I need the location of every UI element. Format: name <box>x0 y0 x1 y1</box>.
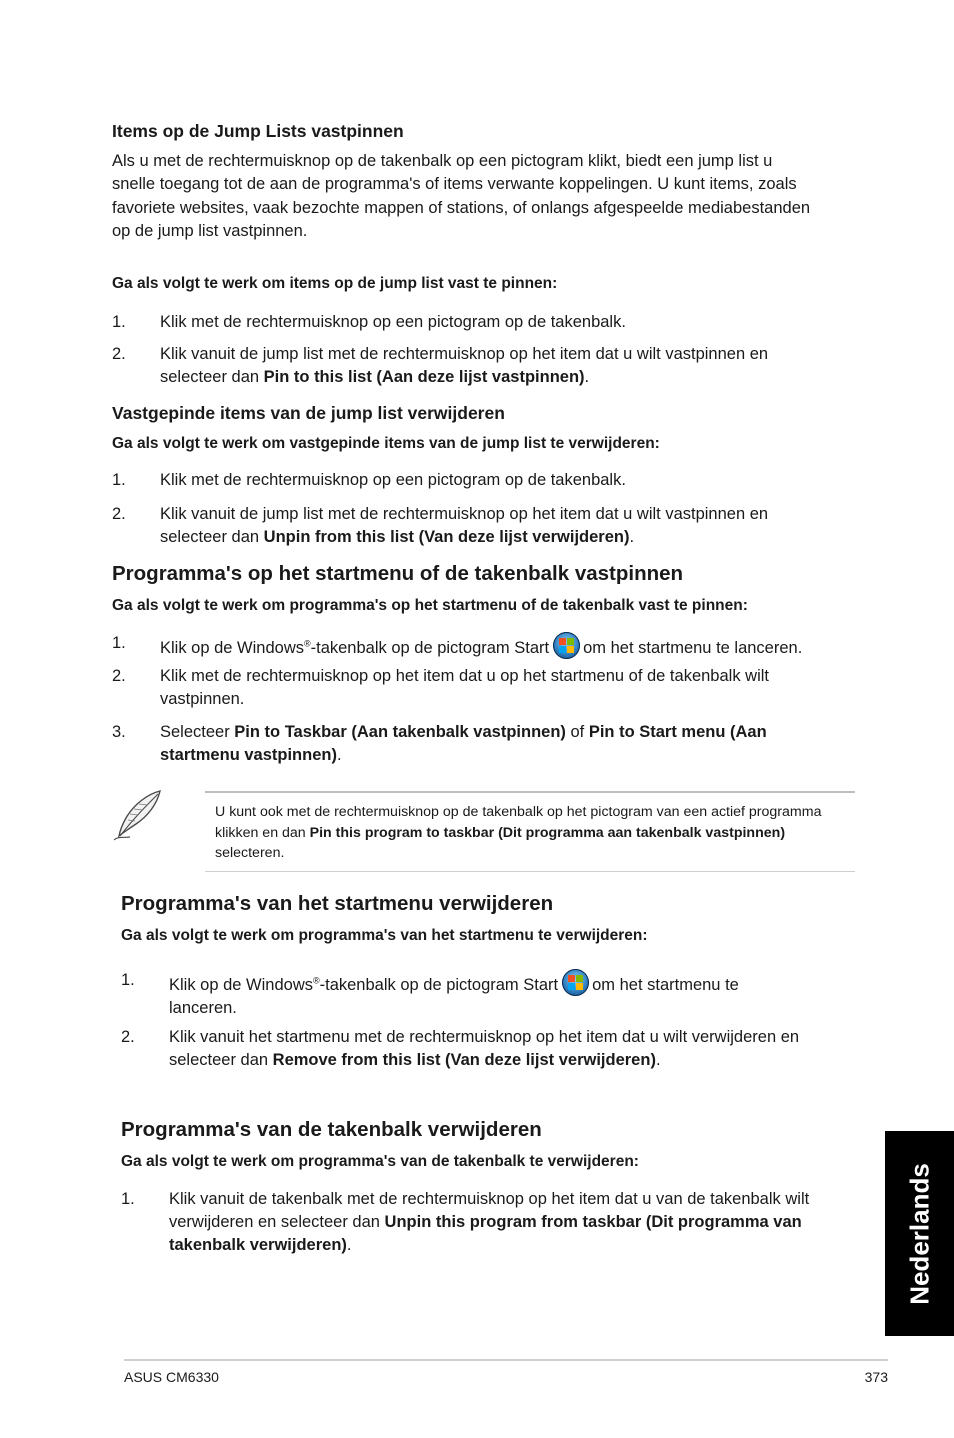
section-heading-remove-from-start: Programma's van het startmenu verwijderen <box>121 892 554 915</box>
menu-command: Pin to Taskbar (Aan takenbalk vastpinnen) <box>234 723 566 741</box>
procedure-lead: Ga als volgt te werk om programma's van de takenbalk te verwijderen: <box>121 1153 639 1170</box>
menu-command: Pin to Start menu (Aan startmenu vastpinnen) <box>160 723 767 764</box>
windows-start-icon <box>562 969 589 996</box>
procedure-lead: Ga als volgt te werk om items op de jump list vast te pinnen: <box>112 275 558 292</box>
step-text: Klik vanuit de jump list met de rechtermuisknop op het item dat u wilt vastpinnen en selecteer dan Unpin from this list (Van deze lijst verwijderen). <box>160 505 769 546</box>
step-text: Klik vanuit de jump list met de rechtermuisknop op het item dat u wilt vastpinnen en selecteer dan Pin to this list (Aan deze lijst vastpinnen). <box>160 345 769 386</box>
step-text: Klik vanuit het startmenu met de rechtermuisknop op het item dat u wilt verwijderen en selecteer dan Remove from this list (Van deze lijst verwijderen). <box>169 1028 800 1069</box>
step-text: Klik met de rechtermuisknop op het item dat u op het startmenu of de takenbalk wilt vastpinnen. <box>160 667 769 708</box>
step-text: Klik vanuit de takenbalk met de rechtermuisknop op het item dat u van de takenbalk wilt verwijderen en selecteer dan Unpin this program from taskbar (Dit programma van takenbalk verwijderen). <box>169 1190 810 1254</box>
menu-command: Pin to this list (Aan deze lijst vastpinnen) <box>263 368 585 386</box>
step-number: 2. <box>112 667 126 685</box>
step-number: 1. <box>112 634 126 652</box>
windows-start-icon <box>553 632 580 659</box>
footer-model: ASUS CM6330 <box>124 1369 219 1385</box>
step-text: Klik op de Windows®-takenbalk op de pictogram Start om het startmenu te lanceren. <box>160 632 860 660</box>
page-number: 373 <box>864 1369 888 1385</box>
menu-command: Remove from this list (Van deze lijst verwijderen) <box>272 1051 656 1069</box>
step-text: Klik met de rechtermuisknop op een pictogram op de takenbalk. <box>160 313 626 331</box>
step-number: 2. <box>112 345 126 363</box>
intro-paragraph: Als u met de rechtermuisknop op de takenbalk op een pictogram klikt, biedt een jump list u snelle toegang tot de aan de programma's of items verwante koppelingen. U kunt items, zoals favoriete websites, vaak bezochte mappen of stations, of onlangs afgespeelde mediabestanden op de jump list vastpinnen. <box>112 152 811 240</box>
section-heading-unpin-jump-list: Vastgepinde items van de jump list verwijderen <box>112 403 505 423</box>
note-text: U kunt ook met de rechtermuisknop op de takenbalk op het pictogram van een actief programma klikken en dan Pin this program to taskbar (Dit programma aan takenbalk vastpinnen) selecteren. <box>215 804 822 861</box>
step-text: Klik op de Windows®-takenbalk op de pictogram Start om het startmenu te lanceren. <box>169 969 809 1020</box>
language-side-tab <box>885 1131 954 1336</box>
step-number: 2. <box>121 1028 135 1046</box>
step-number: 1. <box>112 313 126 331</box>
procedure-lead: Ga als volgt te werk om programma's van het startmenu te verwijderen: <box>121 927 648 944</box>
step-number: 2. <box>112 505 126 523</box>
menu-command: Unpin from this list (Van deze lijst verwijderen) <box>263 528 630 546</box>
note-top-rule <box>205 791 855 793</box>
procedure-lead: Ga als volgt te werk om programma's op het startmenu of de takenbalk vast te pinnen: <box>112 597 748 614</box>
step-text: Klik met de rechtermuisknop op een pictogram op de takenbalk. <box>160 471 626 489</box>
menu-command: Unpin this program from taskbar (Dit programma van takenbalk verwijderen) <box>169 1213 802 1254</box>
step-number: 1. <box>121 1190 135 1208</box>
step-number: 1. <box>112 471 126 489</box>
step-number: 3. <box>112 723 126 741</box>
section-heading-pin-jump-list: Items op de Jump Lists vastpinnen <box>112 121 404 141</box>
section-heading-pin-programs: Programma's op het startmenu of de takenbalk vastpinnen <box>112 562 684 585</box>
note-command: Pin this program to taskbar (Dit programma aan takenbalk vastpinnen) <box>309 824 786 841</box>
step-number: 1. <box>121 971 135 989</box>
procedure-lead: Ga als volgt te werk om vastgepinde items van de jump list te verwijderen: <box>112 435 660 452</box>
note-bottom-rule <box>205 871 855 872</box>
section-heading-remove-from-taskbar: Programma's van de takenbalk verwijderen <box>121 1118 542 1141</box>
language-tab-label: Nederlands <box>904 1162 934 1305</box>
footer-rule <box>124 1359 888 1361</box>
step-text: Selecteer Pin to Taskbar (Aan takenbalk vastpinnen) of Pin to Start menu (Aan startmenu vastpinnen). <box>160 723 767 764</box>
note-feather-icon <box>110 788 166 844</box>
